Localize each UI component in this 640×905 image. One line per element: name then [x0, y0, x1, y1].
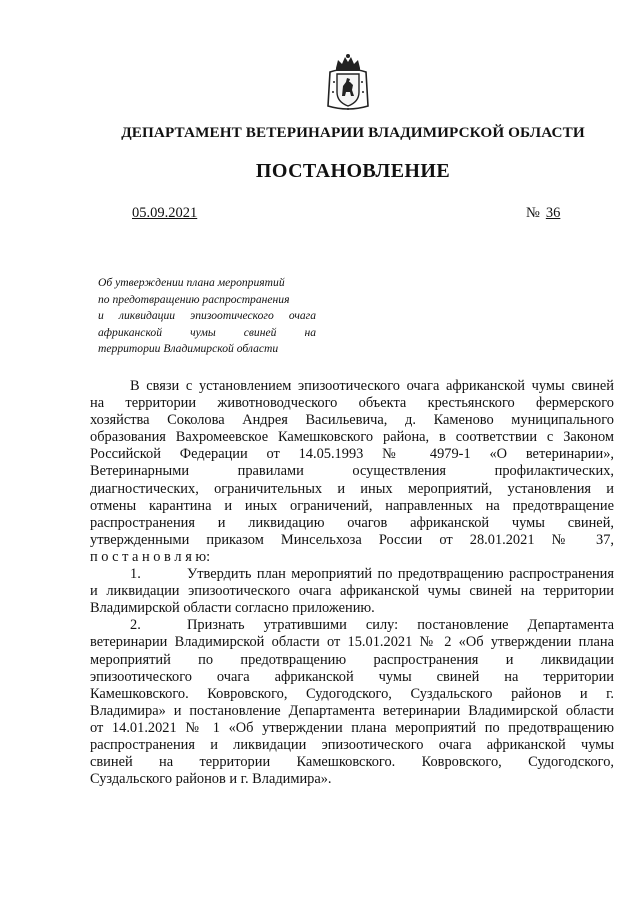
- text-line: утвержденными приказом Минсельхоза России от 28.01.2021 № 37,: [90, 531, 614, 548]
- text-line: диагностических, ограничительных и иных мероприятий, установления и: [90, 480, 614, 497]
- text-line: [90, 617, 614, 634]
- text-line: Суздальского районов и г. Владимира».: [90, 771, 332, 788]
- item-first-line: Утвердить план мероприятий по предотвращению распространения: [187, 566, 614, 583]
- item-first-line: Признать утратившими силу: постановление Департамента: [187, 617, 614, 634]
- subject-line: по предотвращению распространения: [98, 292, 290, 306]
- document-type: ПОСТАНОВЛЕНИЕ: [255, 160, 451, 182]
- text-line: образования Вахромеевское Камешковского района, в соответствии с Законом: [90, 429, 614, 446]
- text-line: и ликвидации эпизоотического очага африканской чумы свиней на территории: [90, 583, 614, 600]
- text-line: мероприятий по предотвращению распространения и ликвидации: [90, 651, 614, 668]
- department-name: ДЕПАРТАМЕНТ ВЕТЕРИНАРИИ ВЛАДИМИРСКОЙ ОБЛАСТИ: [121, 124, 585, 141]
- text-line: п о с т а н о в л я ю:: [90, 548, 211, 565]
- coat-of-arms-icon: [326, 52, 370, 112]
- text-line: Владимира» и постановление Департамента ветеринарии Владимирской области: [90, 702, 614, 719]
- text-line: [90, 566, 614, 583]
- document-body: [90, 378, 614, 788]
- text-line: отмены карантина и иных ограничений, направленных на предотвращение: [90, 497, 614, 514]
- text-line: Российской Федерации от 14.05.1993 № 4979-1 «О ветеринарии»,: [90, 446, 614, 463]
- text-line: хозяйства Соколова Андрея Васильевича, д. Каменово муниципального: [90, 412, 614, 429]
- item-number: 2.: [130, 617, 141, 634]
- text-line: эпизоотического очага африканской чумы свиней на территории: [90, 668, 614, 685]
- number-label: №: [526, 205, 540, 221]
- intro-paragraph: [90, 378, 614, 566]
- item-number: 1.: [130, 566, 141, 583]
- document-date: 05.09.2021: [132, 205, 198, 221]
- text-line: распространения и ликвидации эпизоотического очага африканской чумы: [90, 736, 614, 753]
- text-line: свиней на территории Камешковского. Ковровского, Судогодского,: [90, 754, 614, 771]
- subject-line: африканской чумы свиней на: [98, 325, 316, 339]
- text-line: Камешковского. Ковровского, Судогодского, Суздальского районов и г.: [90, 685, 614, 702]
- text-line: В связи с установлением эпизоотического очага африканской чумы свиней: [130, 378, 614, 394]
- text-line: на территории животноводческого объекта крестьянского фермерского: [90, 395, 614, 412]
- subject-line: территории Владимирской области: [98, 342, 279, 356]
- item-paragraph-2: [90, 617, 614, 788]
- item-paragraph-1: [90, 566, 614, 617]
- document-subject: [98, 275, 316, 358]
- subject-line: Об утверждении плана мероприятий: [98, 276, 285, 289]
- text-line: распространения и ликвидацию очагов африканской чумы свиней,: [90, 514, 614, 531]
- document-number: [526, 205, 560, 222]
- text-line: Ветеринарными правилами осуществления профилактических,: [90, 463, 614, 480]
- text-line: ветеринарии Владимирской области от 15.01.2021 № 2 «Об утверждении плана: [90, 634, 614, 651]
- text-line: Владимирской области согласно приложению.: [90, 600, 375, 617]
- subject-line: и ликвидации эпизоотического очага: [98, 309, 316, 323]
- text-line: от 14.01.2021 № 1 «Об утверждении плана мероприятий по предотвращению: [90, 719, 614, 736]
- number-value: 36: [545, 205, 561, 221]
